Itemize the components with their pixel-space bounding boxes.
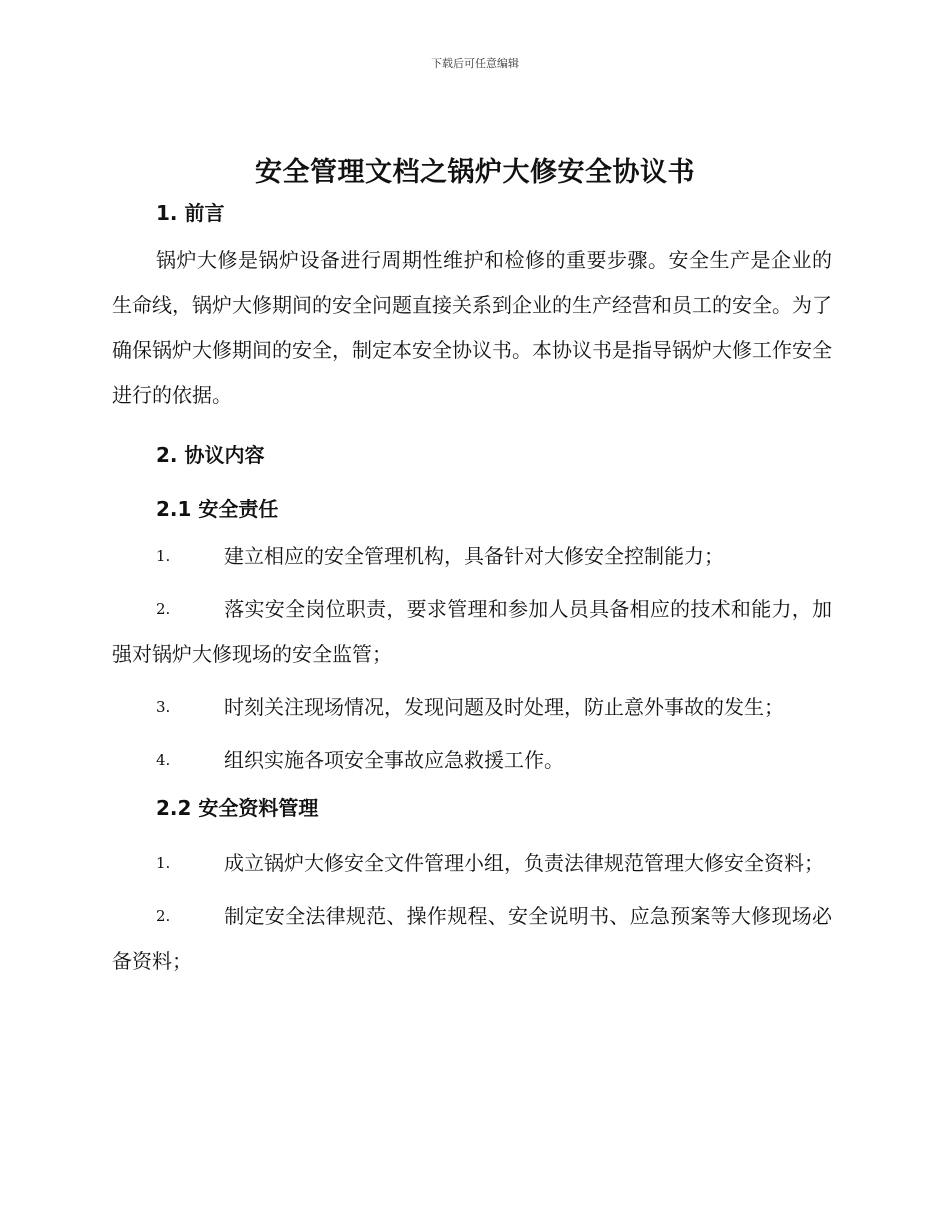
list-text: 组织实施各项安全事故应急救援工作。 (224, 748, 564, 772)
list-item (112, 685, 832, 730)
list-item (112, 894, 832, 984)
list-text: 制定安全法律规范、操作规程、安全说明书、应急预案等大修现场必备资料； (112, 904, 832, 973)
section-heading-records: 2.2 安全资料管理 (156, 796, 319, 820)
section-heading-content: 2. 协议内容 (156, 443, 265, 467)
section-heading-preface: 1. 前言 (156, 201, 225, 225)
list-number: 4. (156, 751, 171, 769)
document-title: 安全管理文档之锅炉大修安全协议书 (255, 157, 695, 188)
list-number: 2. (156, 600, 171, 618)
list-item (112, 534, 832, 579)
document-body (112, 196, 832, 984)
header-note: 下载后可任意编辑 (431, 57, 519, 70)
list-number: 1. (156, 854, 171, 872)
list-item (112, 738, 832, 783)
list-text: 时刻关注现场情况，发现问题及时处理，防止意外事故的发生； (224, 695, 784, 719)
list-item (112, 841, 832, 886)
list-number: 1. (156, 547, 171, 565)
list-text: 落实安全岗位职责，要求管理和参加人员具备相应的技术和能力，加强对锅炉大修现场的安全监管； (112, 597, 832, 666)
preface-paragraph: 锅炉大修是锅炉设备进行周期性维护和检修的重要步骤。安全生产是企业的生命线，锅炉大修期间的安全问题直接关系到企业的生产经营和员工的安全。为了确保锅炉大修期间的安全，制定本安全协议书。本协议书是指导锅炉大修工作安全进行的依据。 (112, 248, 832, 407)
section-heading-responsibility: 2.1 安全责任 (156, 497, 279, 521)
list-item (112, 587, 832, 677)
list-text: 成立锅炉大修安全文件管理小组，负责法律规范管理大修安全资料； (224, 851, 824, 875)
list-text: 建立相应的安全管理机构，具备针对大修安全控制能力； (224, 544, 724, 568)
list-number: 3. (156, 698, 171, 716)
list-number: 2. (156, 907, 171, 925)
